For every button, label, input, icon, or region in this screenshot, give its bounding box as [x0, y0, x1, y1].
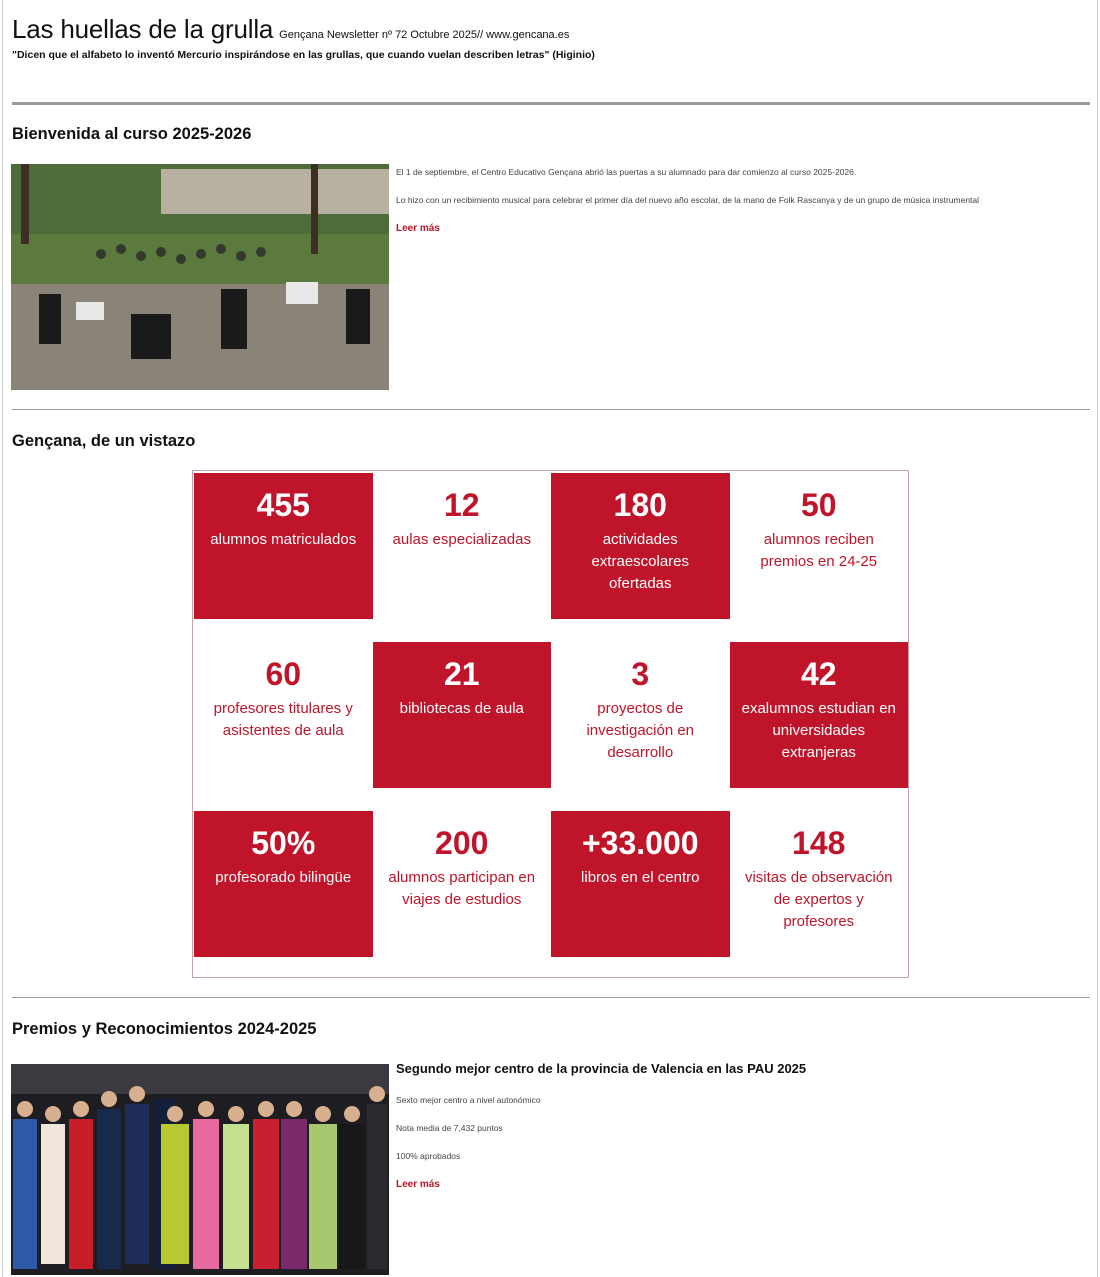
- newsletter-title: Las huellas de la grulla: [12, 14, 274, 44]
- section-divider-1: [12, 409, 1090, 410]
- awards-article: [396, 1060, 1086, 1193]
- awards-photo-image: [11, 1064, 389, 1275]
- awards-heading: Premios y Reconocimientos 2024-2025: [12, 1020, 317, 1038]
- award-detail-3: 100% aprobados: [396, 1151, 461, 1161]
- stat-award-students: [730, 473, 909, 619]
- stat-teachers: [194, 642, 373, 788]
- stat-label: profesores titulares y asistentes de aula: [213, 700, 353, 739]
- stat-label: profesorado bilingüe: [215, 869, 352, 886]
- welcome-paragraph-1: El 1 de septiembre, el Centro Educativo Gençana abrió las puertas a su alumnado para dar comienzo al curso 2025-2026.: [396, 167, 857, 177]
- stat-label: proyectos de investigación en desarrollo: [586, 700, 695, 761]
- stat-value: 60: [265, 656, 302, 692]
- stat-label: alumnos matriculados: [210, 531, 357, 548]
- stat-value: 200: [435, 825, 489, 861]
- stats-row-1: [194, 473, 908, 619]
- stat-label: actividades extraescolares ofertadas: [591, 531, 690, 592]
- stat-label: alumnos participan en viajes de estudios: [388, 869, 536, 908]
- stat-label: bibliotecas de aula: [399, 700, 524, 717]
- stat-extracurricular-activities: [551, 473, 730, 619]
- stat-alumni-abroad: [730, 642, 909, 788]
- stat-specialized-classrooms: [373, 473, 552, 619]
- stat-value: 42: [800, 656, 837, 692]
- stat-students-enrolled: [194, 473, 373, 619]
- welcome-paragraph-2: Lo hizo con un recibimiento musical para celebrar el primer día del nuevo año escolar, de la mano de Folk Rascanya y de un grupo de música instrumental: [396, 195, 980, 205]
- stat-label: aulas especializadas: [392, 531, 531, 548]
- newsletter-quote: "Dicen que el alfabeto lo inventó Mercurio inspirándose en las grullas, que cuando vuelan describen letras" (Higinio): [12, 49, 595, 61]
- stats-grid: [192, 470, 909, 978]
- welcome-heading: Bienvenida al curso 2025-2026: [12, 125, 252, 143]
- stat-value: 12: [443, 487, 480, 523]
- stat-label: exalumnos estudian en universidades extranjeras: [741, 700, 896, 761]
- welcome-photo: [11, 164, 389, 390]
- stat-bilingual-teachers: [194, 811, 373, 957]
- welcome-photo-image: [11, 164, 389, 390]
- newsletter-subtitle: Gençana Newsletter nº 72 Octubre 2025// www.gencana.es: [279, 29, 570, 41]
- stat-value: 148: [792, 825, 846, 861]
- header-divider: [12, 102, 1090, 105]
- stat-value: 3: [631, 656, 650, 692]
- stat-study-trips: [373, 811, 552, 957]
- overview-heading: Gençana, de un vistazo: [12, 432, 196, 450]
- award-title: Segundo mejor centro de la provincia de Valencia en las PAU 2025: [396, 1061, 807, 1076]
- stat-classroom-libraries: [373, 642, 552, 788]
- awards-photo: [11, 1064, 389, 1275]
- stat-label: alumnos reciben premios en 24-25: [760, 531, 878, 570]
- stat-value: 50: [800, 487, 837, 523]
- stats-row-2: [194, 642, 908, 788]
- stat-research-projects: [551, 642, 730, 788]
- awards-read-more-link[interactable]: Leer más: [396, 1179, 440, 1190]
- stat-value: 21: [443, 656, 480, 692]
- stat-value: +33.000: [581, 825, 699, 861]
- award-detail-1: Sexto mejor centro a nivel autonómico: [396, 1095, 541, 1105]
- title-row: [12, 14, 1088, 45]
- section-divider-2: [12, 997, 1090, 998]
- stat-value: 180: [613, 487, 667, 523]
- welcome-article: [396, 164, 1086, 237]
- stat-observation-visits: [730, 811, 909, 957]
- award-detail-2: Nota media de 7,432 puntos: [396, 1123, 503, 1133]
- stat-label: libros en el centro: [581, 869, 700, 886]
- stats-row-3: [194, 811, 908, 957]
- stat-books: [551, 811, 730, 957]
- stat-label: visitas de observación de expertos y profesores: [744, 869, 893, 930]
- newsletter-header: [12, 14, 1088, 61]
- stat-value: 455: [256, 487, 310, 523]
- stat-value: 50%: [251, 825, 316, 861]
- welcome-read-more-link[interactable]: Leer más: [396, 223, 440, 234]
